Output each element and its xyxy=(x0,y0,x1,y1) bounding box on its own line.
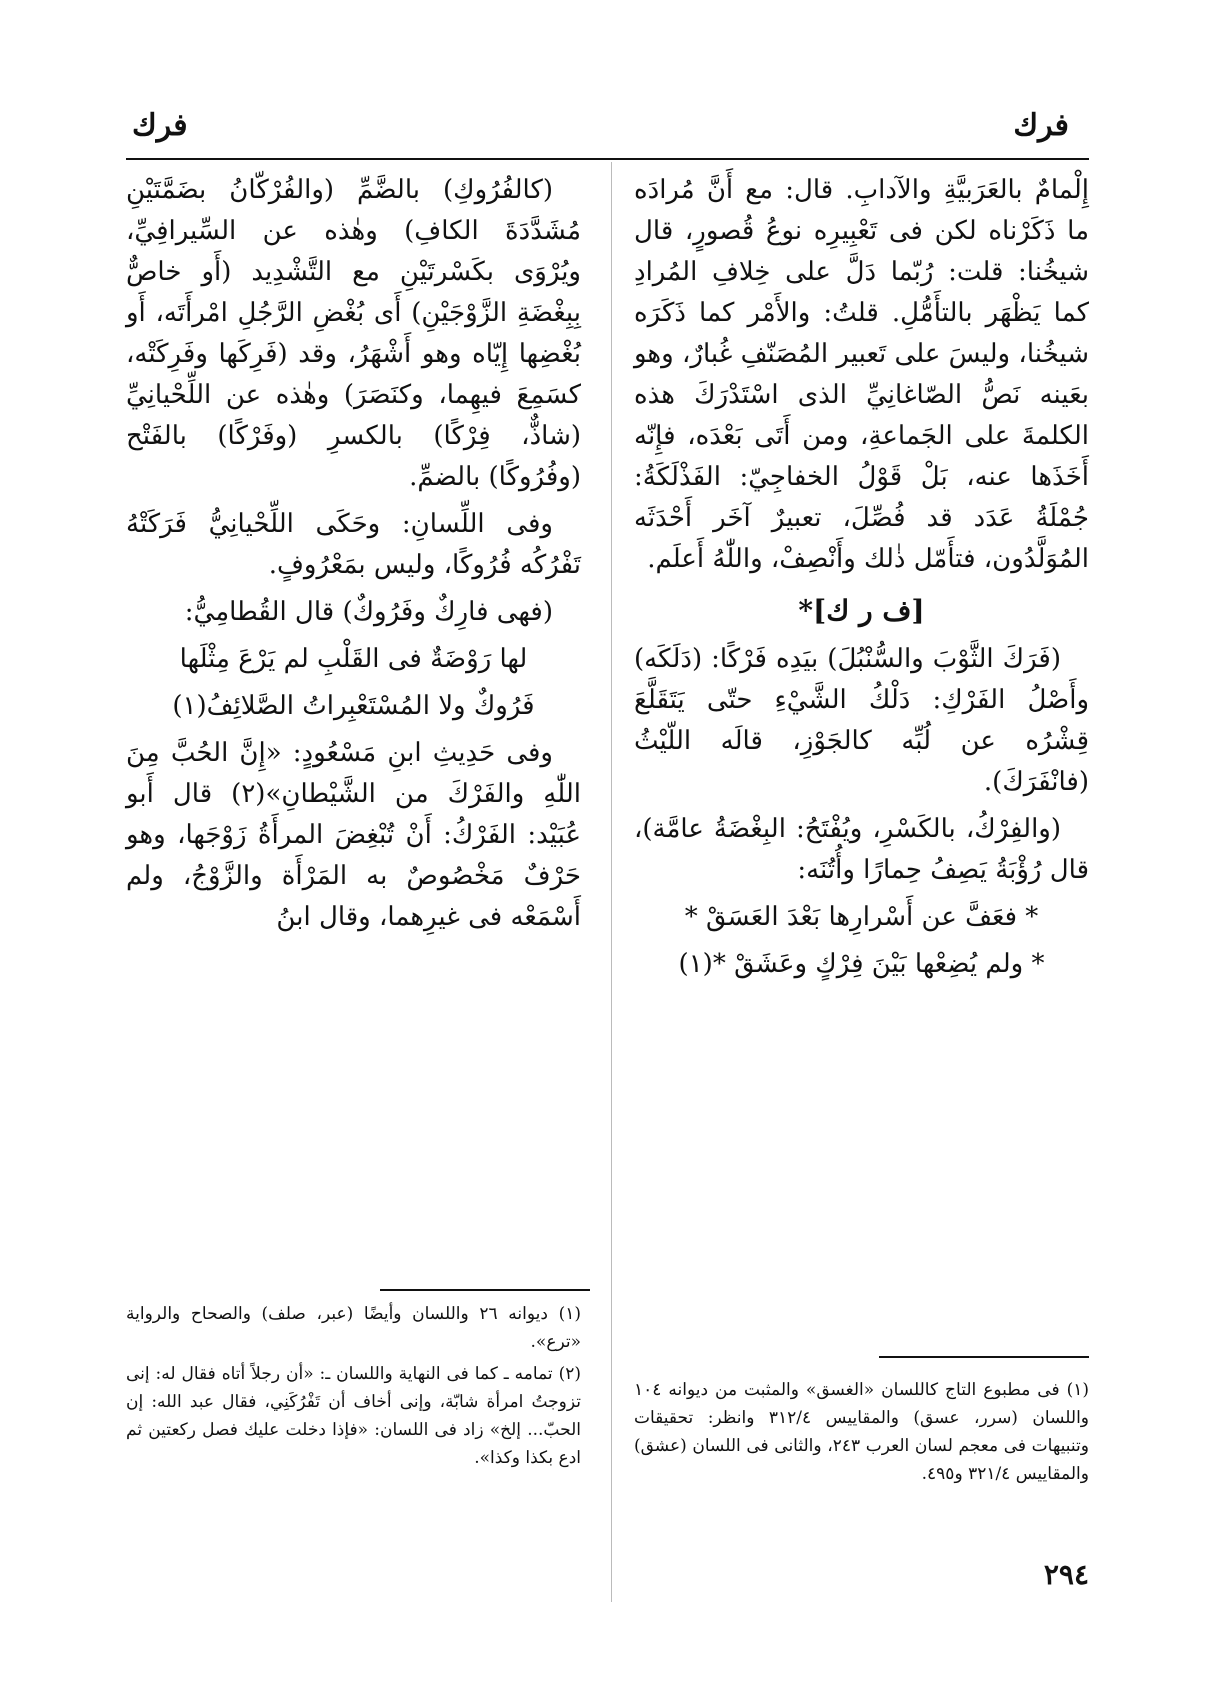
verse-line: فَرُوكٌ ولا المُسْتَعْبِراتُ الصَّلائِفُ(١) xyxy=(172,691,535,721)
footnote: (٢) تمامه ـ كما فى النهاية واللسان ـ: «أن رجلاً أتاه فقال له: إنى تزوجتُ امرأة شابّة، وإنى أخاف أن تَفْرُكَنِي، فقال عبد الله: إن الحبّ... إلخ» زاد فى اللسان: «فإذا دخلت عليك فصل ركعتين ثم ادع بكذا وكذا». xyxy=(126,1364,581,1468)
paragraph: إِلْمامٌ بالعَرَبيَّةِ والآدابِ. قال: مع أَنَّ مُرادَه ما ذَكَرْناه لكن فى تَعْبِيرِه نوعُ قُصورٍ، قال شيخُنا: قلت: رُبّما دَلَّ على خِلافِ المُرادِ كما يَظْهَر بالتأَمُّلِ. قلتُ: والأَمْر كما ذَكَرَه شيخُنا، وليسَ على تَعبير المُصَنّفِ غُبارٌ، وهو بعَينه نَصُّ الصّاغانِيِّ الذى اسْتَدْرَكَ هذه الكلمةَ على الجَماعةِ، ومن أَتَى بَعْدَه، فإِنّه أَخَذَها عنه، بَلْ قَوْلُ الخفاجِيّ: الفَذْلَكَةُ: جُمْلَةُ عَدَد قد فُصِّلَ، تعبيرٌ آخَر أَحْدَثَه المُوَلَّدُون، فتأَمّل ذٰلك وأَنْصِفْ، واللّٰهُ أَعلَم. xyxy=(634,175,1089,574)
paragraph: (كالفُرُوكِ) بالضَّمِّ (والفُرْكّانُ بضَمَّتَيْنِ مُشَدَّدَةَ الكافِ) وهٰذه عن السِّيرافِيِّ، ويُرْوَى بكَسْرتَيْنِ مع التَّشْدِيد (أَو خاصٌّ بِبِغْضَةِ الزَّوْجَيْنِ) أَى بُغْضِ الرَّجُلِ امْرأَتَه، أَو بُغْضِها إِيّاه وهو أَشْهَرُ، وقد (فَرِكَها وفَرِكَتْه، كسَمِعَ فيهِما، وكنَصَرَ) وهٰذه عن اللِّحْيانِيِّ (شاذٌّ، فِرْكًا) بالكسرِ (وفَرْكًا) بالفَتْح (وفُرُوكًا) بالضمِّ. xyxy=(126,175,581,492)
entry-heading: [ف ر ك]* xyxy=(798,594,925,627)
verse-line: لها رَوْضَةٌ فى القَلْبِ لم يَرْعَ مِثْلَها xyxy=(179,644,528,674)
footnote: (١) ديوانه ٢٦ واللسان وأيضًا (عبر، صلف) والصحاح والرواية «ترع». xyxy=(126,1304,582,1352)
paragraph: (فَرَكَ الثَّوْبَ والسُّنْبُلَ) بيَدِه فَرْكًا: (دَلَكَه) وأَصْلُ الفَرْكِ: دَلْكُ الشَّيْءِ حتّى يَتَقَلَّعَ قِشْرُه عن لُبِّه كالجَوْزِ، قالَه اللّيْثُ (فانْفَرَكَ). xyxy=(634,644,1089,797)
running-head-right: فرك xyxy=(1013,108,1069,143)
header-rule xyxy=(126,158,1089,160)
footnotes-right xyxy=(634,1376,1089,1492)
paragraph: وفى حَدِيثِ ابنِ مَسْعُودٍ: «إِنَّ الحُبَّ مِنَ اللّٰهِ والفَرْكَ من الشَّيْطانِ»(٢) قال أَبو عُبَيْد: الفَرْكُ: أَنْ تُبْغِضَ المرأَةُ زَوْجَها، وهو حَرْفٌ مَخْصُوصٌ به المَرْأَة والزَّوْجُ، ولم أَسْمَعْه فى غيرِهما، وقال ابنُ xyxy=(126,738,581,932)
page-number: ٢٩٤ xyxy=(1043,1558,1089,1591)
verse-line: * ولم يُضِعْها بَيْنَ فِرْكٍ وعَشَقْ *(١) xyxy=(678,949,1045,979)
column-divider xyxy=(611,162,612,1602)
right-column xyxy=(634,170,1089,991)
footnote-rule-left xyxy=(380,1289,590,1291)
paragraph: (والفِرْكُ، بالكَسْرِ، ويُفْتَحُ: البِغْضَةُ عامَّة)، قال رُؤْبَةُ يَصِفُ حِمارًا وأُتُنَه: xyxy=(634,814,1089,885)
left-column xyxy=(126,170,581,944)
footnote-rule-right xyxy=(879,1356,1089,1358)
paragraph: وفى اللِّسانِ: وحَكَى اللِّحْيانِيُّ فَرَكَتْهُ تَفْرُكُه فُرُوكًا، وليس بمَعْرُوفٍ. xyxy=(126,509,581,580)
footnotes-left xyxy=(126,1300,581,1476)
paragraph: (فهى فارِكٌ وفَرُوكٌ) قال القُطامِيُّ: xyxy=(184,597,553,627)
footnote: (١) فى مطبوع التاج كاللسان «الغسق» والمثبت من ديوانه ١٠٤ واللسان (سرر، عسق) والمقاييس ٣١٢/٤ وانظر: تحقيقات وتنبيهات فى معجم لسان العرب ٢٤٣، والثانى فى اللسان (عشق) والمقاييس ٣٢١/٤ و٤٩٥. xyxy=(634,1380,1089,1484)
verse-line: * فعَفَّ عن أَسْرارِها بَعْدَ العَسَقْ * xyxy=(684,902,1039,932)
running-head-left: فرك xyxy=(132,108,188,143)
